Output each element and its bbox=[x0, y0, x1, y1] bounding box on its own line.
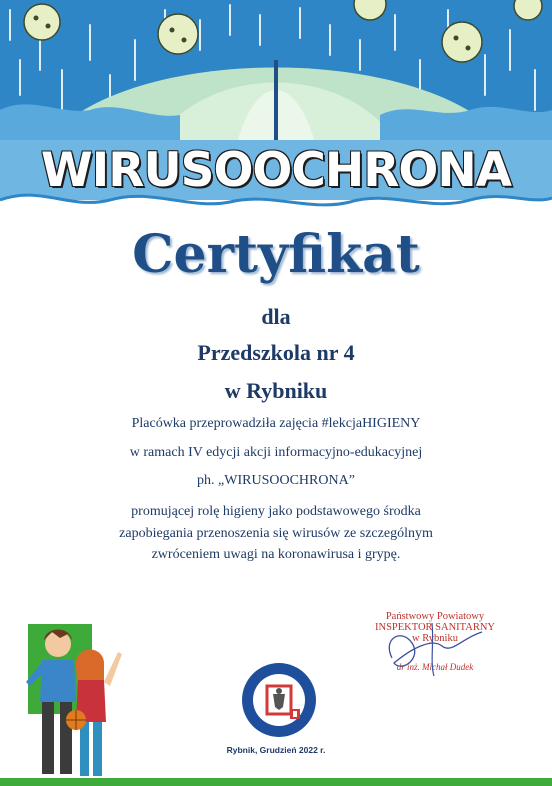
stamp-line-3: w Rybniku bbox=[412, 633, 458, 644]
issue-date: Rybnik, Grudzień 2022 r. bbox=[226, 745, 326, 755]
children-illustration bbox=[20, 622, 130, 782]
body-line-2: w ramach IV edycji akcji informacyjno-edukacyjnej bbox=[129, 445, 423, 460]
umbrella-header-illustration bbox=[0, 0, 552, 260]
stamp-signatory: dr inż. Michał Dudek bbox=[396, 662, 474, 672]
body-line-4: promującej rolę higieny jako podstawowego środka bbox=[131, 504, 421, 519]
recipient-name: Przedszkola nr 4 bbox=[197, 340, 355, 365]
stamp-line-2: INSPEKTOR SANITARNY bbox=[374, 622, 496, 633]
for-label: dla bbox=[261, 304, 291, 329]
bottom-green-bar bbox=[0, 778, 552, 786]
certificate-title: Certyfikat bbox=[132, 224, 420, 285]
campaign-banner-title: WIRUSOOCHRONA bbox=[40, 143, 512, 198]
recipient-city: w Rybniku bbox=[224, 378, 328, 403]
handwritten-signature bbox=[372, 618, 502, 678]
body-line-3: ph. „WIRUSOOCHRONA” bbox=[197, 473, 355, 488]
body-line-5: zapobiegania przenoszenia się wirusów ze szczególnym bbox=[119, 526, 433, 541]
stamp-line-1: Państwowy Powiatowy bbox=[385, 611, 485, 622]
body-line-6: zwróceniem uwagi na koronawirusa i grypę. bbox=[151, 547, 401, 562]
body-line-1: Placówka przeprowadziła zajęcia #lekcjaHIGIENY bbox=[131, 416, 421, 431]
sanitary-inspection-seal bbox=[240, 661, 318, 739]
